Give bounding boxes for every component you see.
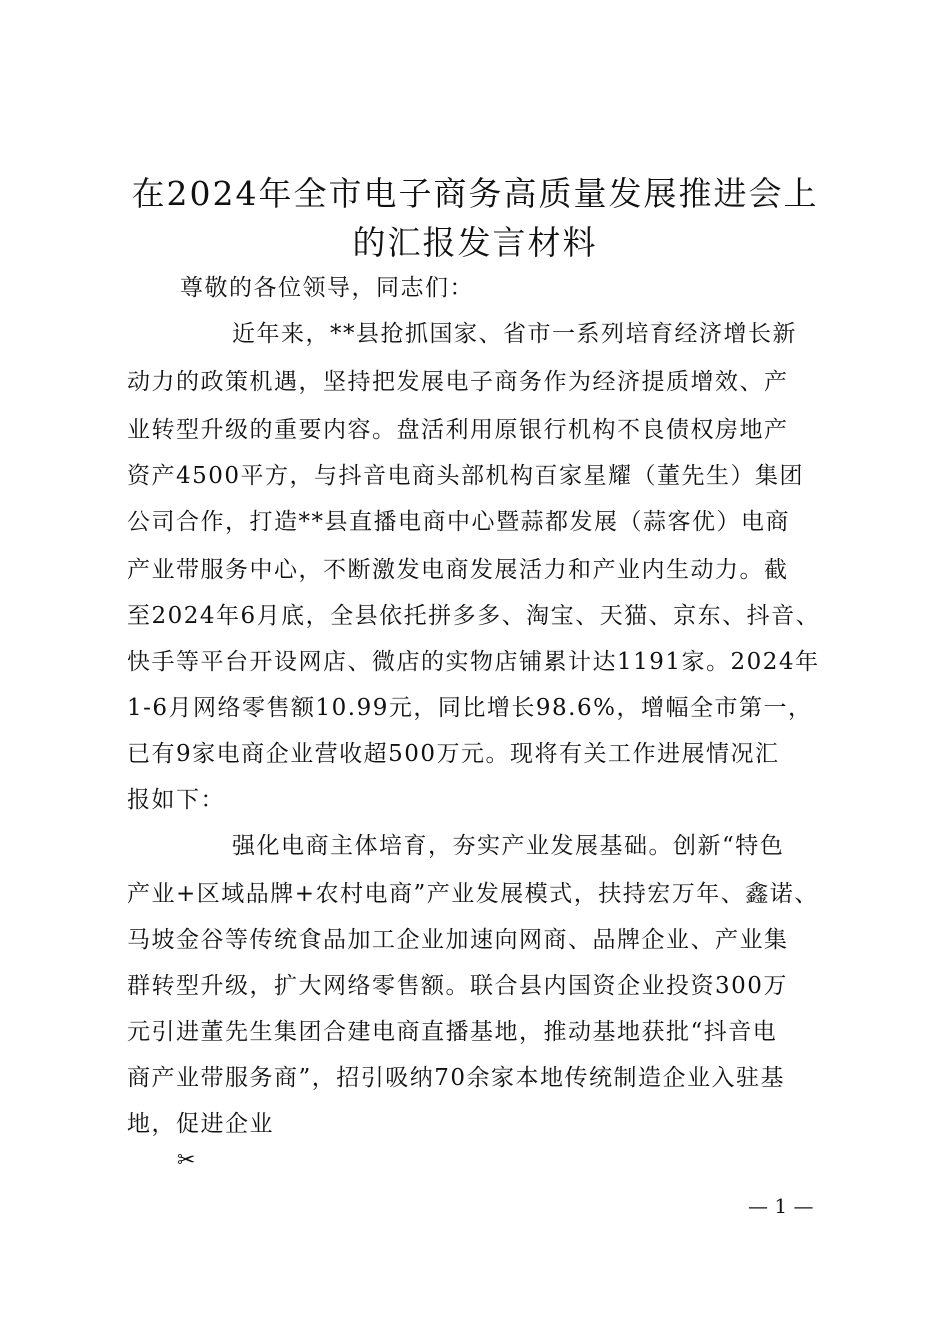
paragraph-1-line: 1-6月网络零售额10.99元，同比增长98.6%，增幅全市第一，	[127, 695, 813, 721]
paragraph-1-line: 近年来，**县抢抓国家、省市一系列培育经济增长新	[232, 321, 797, 347]
document-title-line-2: 的汇报发言材料	[352, 223, 598, 262]
paragraph-2-line: 强化电商主体培育，夯实产业发展基础。创新“特色	[232, 833, 785, 859]
document-title-line-1: 在2024年全市电子商务高质量发展推进会上	[131, 174, 819, 213]
salutation: 尊敬的各位领导，同志们：	[180, 275, 474, 301]
paragraph-1-line: 至2024年6月底，全县依托拼多多、淘宝、天猫、京东、抖音、	[127, 603, 821, 629]
paragraph-1-line: 业转型升级的重要内容。盘活利用原银行机构不良债权房地产	[127, 417, 789, 443]
paragraph-1-line: 快手等平台开设网店、微店的实物店铺累计达1191家。2024年	[127, 649, 820, 675]
paragraph-1-line: 已有9家电商企业营收超500万元。现将有关工作进展情况汇	[127, 741, 780, 767]
paragraph-2-line: 元引进董先生集团合建电商直播基地，推动基地获批“抖音电	[127, 1019, 778, 1045]
paragraph-1-line: 报如下：	[127, 787, 225, 813]
paragraph-1-line: 资产4500平方，与抖音电商头部机构百家星耀（董先生）集团	[127, 463, 805, 489]
paragraph-1-line: 产业带服务中心，不断激发电商发展活力和产业内生动力。截	[127, 557, 789, 583]
paragraph-2-line: 产业+区域品牌+农村电商”产业发展模式，扶持宏万年、鑫诺、	[127, 881, 819, 907]
paragraph-1-line: 公司合作，打造**县直播电商中心暨蒜都发展（蒜客优）电商	[127, 509, 790, 535]
paragraph-2-line: 马坡金谷等传统食品加工企业加速向网商、品牌企业、产业集	[127, 927, 789, 953]
paragraph-2-line: 商产业带服务商”，招引吸纳70余家本地传统制造企业入驻基	[127, 1065, 786, 1091]
paragraph-2-line: 地，促进企业	[127, 1111, 274, 1137]
paragraph-2-line: 群转型升级，扩大网络零售额。联合县内国资企业投资300万	[127, 973, 788, 999]
scissors-icon: ✂	[177, 1148, 196, 1173]
paragraph-1-line: 动力的政策机遇，坚持把发展电子商务作为经济提质增效、产	[127, 369, 789, 395]
page-number: — 1 —	[748, 1194, 814, 1218]
